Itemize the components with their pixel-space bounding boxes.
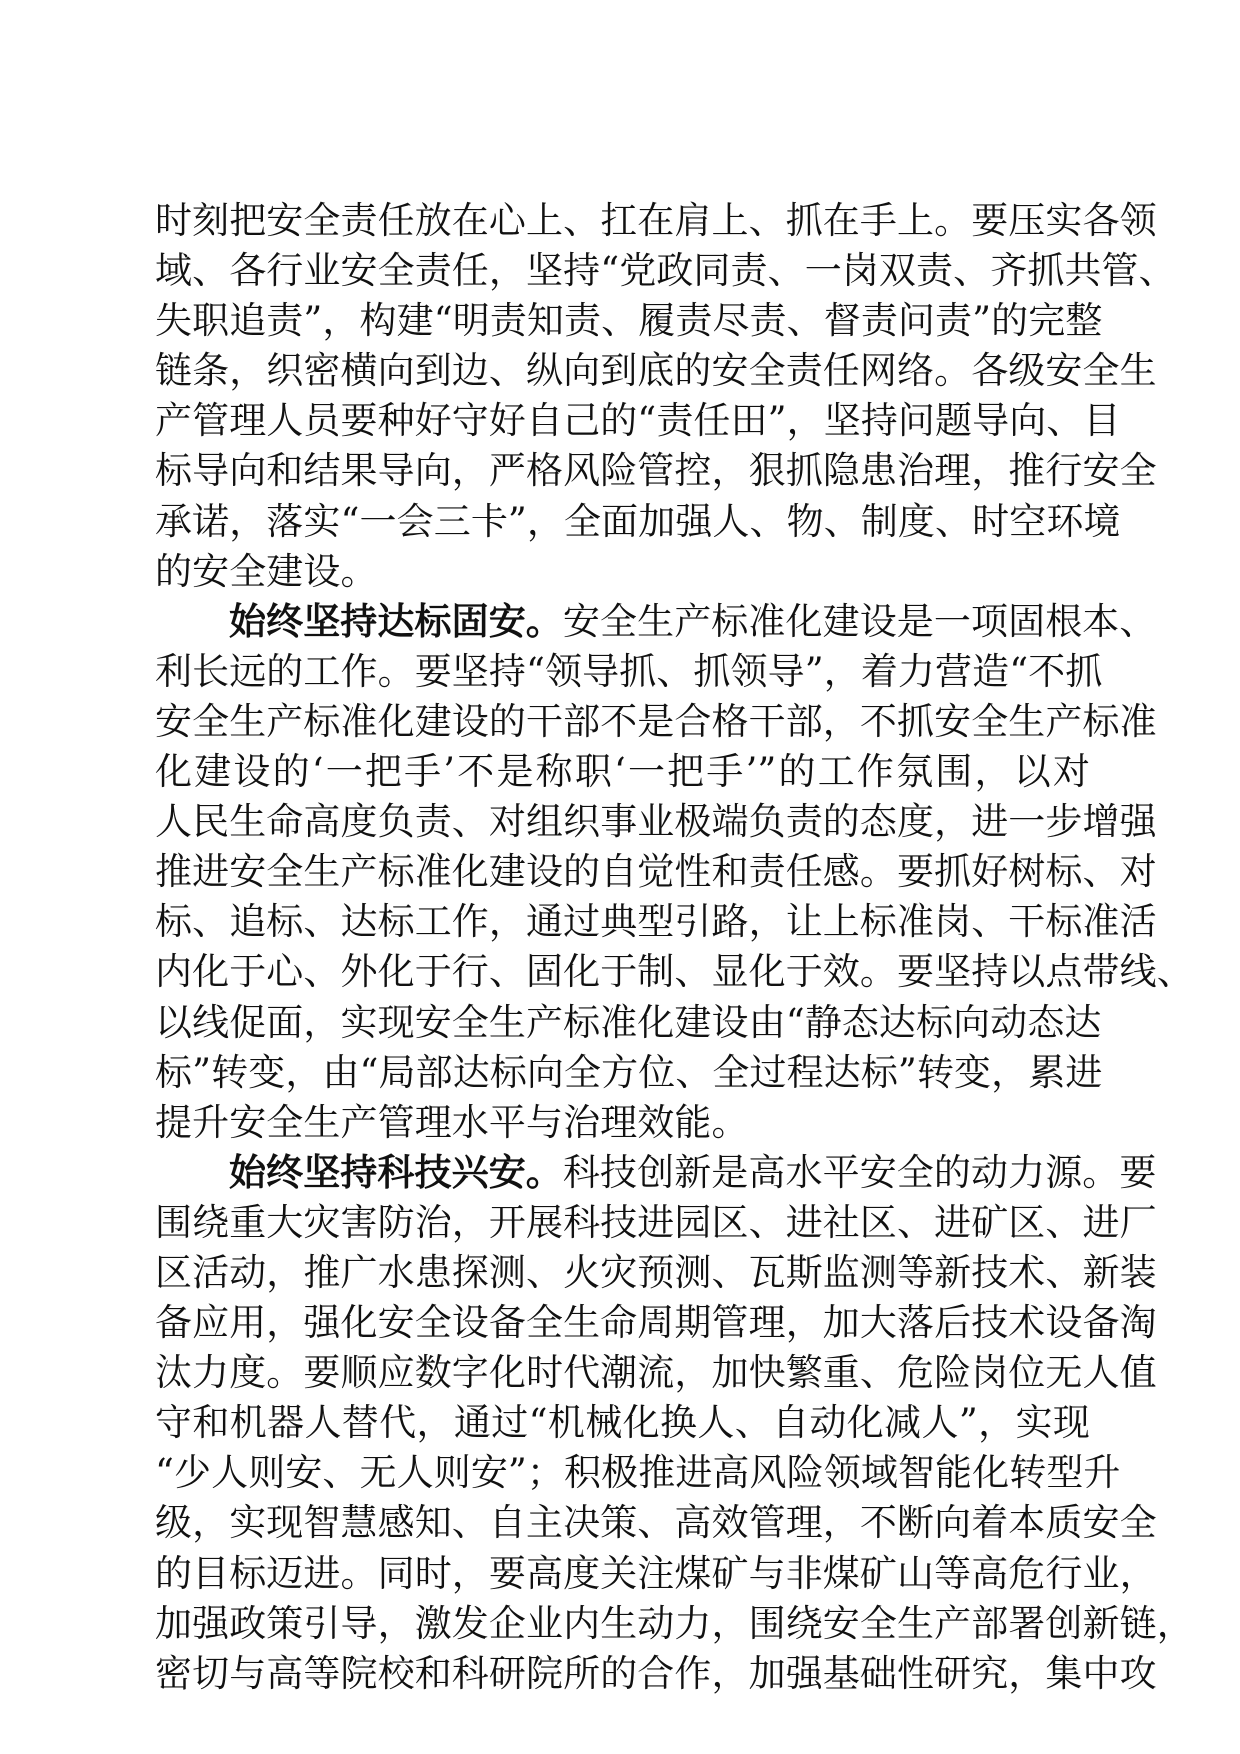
text-line: 标”转变，由“局部达标向全方位、全过程达标”转变，累进 (155, 1050, 1103, 1094)
text-line: 密切与高等院校和科研院所的合作，加强基础性研究，集中攻 (155, 1651, 1157, 1695)
text-line: 人民生命高度负责、对组织事业极端负责的态度，进一步增强 (155, 800, 1157, 844)
text-line: 汰力度。要顺应数字化时代潮流，加快繁重、危险岗位无人值 (155, 1351, 1157, 1395)
text-line: 内化于心、外化于行、固化于制、显化于效。要坚持以点带线、 (155, 950, 1194, 994)
text-line-content: 安全生产标准化建设是一项固根本、 (562, 599, 1157, 643)
text-line (155, 597, 1157, 647)
text-line: 备应用，强化安全设备全生命周期管理，加大落后技术设备淘 (155, 1301, 1157, 1345)
text-line: 守和机器人替代，通过“机械化换人、自动化减人”，实现 (155, 1401, 1090, 1445)
paragraph-standardization (155, 597, 1194, 1148)
paragraph-heading: 始终坚持科技兴安。 (229, 1150, 563, 1194)
text-line: 失职追责”，构建“明责知责、履责尽责、督责问责”的完整 (155, 299, 1103, 343)
text-line: 化建设的‘一把手’不是称职‘一把手’”的工作氛围，以对 (155, 750, 1090, 794)
text-line: 标、追标、达标工作，通过典型引路，让上标准岗、干标准活 (155, 900, 1157, 944)
body-text (155, 196, 1194, 1699)
text-line: 产管理人员要种好守好自己的“责任田”，坚持问题导向、目 (155, 399, 1121, 443)
text-line-content: 科技创新是高水平安全的动力源。要 (562, 1150, 1157, 1194)
text-line: 域、各行业安全责任，坚持“党政同责、一岗双责、齐抓共管、 (155, 249, 1176, 293)
text-line: 的安全建设。 (155, 549, 378, 593)
text-line: 推进安全生产标准化建设的自觉性和责任感。要抓好树标、对 (155, 850, 1157, 894)
text-line: 提升安全生产管理水平与治理效能。 (155, 1100, 749, 1144)
text-line: 围绕重大灾害防治，开展科技进园区、进社区、进矿区、进厂 (155, 1200, 1157, 1244)
paragraph-technology (155, 1148, 1194, 1699)
text-line: 链条，织密横向到边、纵向到底的安全责任网络。各级安全生 (155, 349, 1157, 393)
paragraph-responsibility (155, 196, 1176, 597)
text-line: 的目标迈进。同时，要高度关注煤矿与非煤矿山等高危行业， (155, 1551, 1157, 1595)
text-line (155, 1148, 1157, 1198)
paragraph-heading: 始终坚持达标固安。 (229, 599, 563, 643)
text-line: 标导向和结果导向，严格风险管控，狠抓隐患治理，推行安全 (155, 449, 1157, 493)
text-line: 安全生产标准化建设的干部不是合格干部，不抓安全生产标准 (155, 699, 1157, 743)
text-line: 级，实现智慧感知、自主决策、高效管理，不断向着本质安全 (155, 1501, 1157, 1545)
text-line: “少人则安、无人则安”；积极推进高风险领域智能化转型升 (155, 1451, 1121, 1495)
text-line: 利长远的工作。要坚持“领导抓、抓领导”，着力营造“不抓 (155, 649, 1103, 693)
text-line: 承诺，落实“一会三卡”，全面加强人、物、制度、时空环境 (155, 499, 1121, 543)
text-line: 时刻把安全责任放在心上、扛在肩上、抓在手上。要压实各领 (155, 199, 1157, 242)
text-line: 以线促面，实现安全生产标准化建设由“静态达标向动态达 (155, 1000, 1102, 1044)
text-line: 加强政策引导，激发企业内生动力，围绕安全生产部署创新链， (155, 1601, 1194, 1645)
text-line: 区活动，推广水患探测、火灾预测、瓦斯监测等新技术、新装 (155, 1250, 1157, 1294)
